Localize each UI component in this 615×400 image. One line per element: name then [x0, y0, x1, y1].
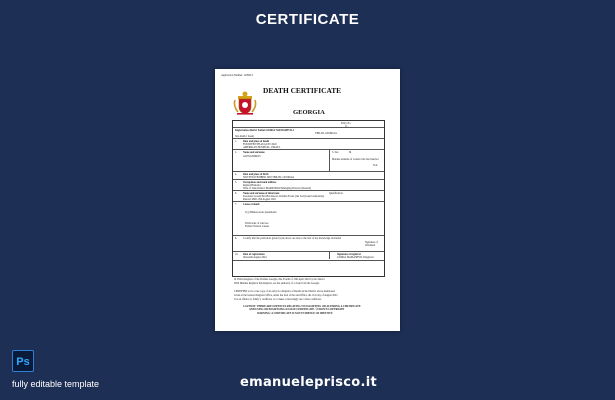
row-value: II Disorder of Glucose [245, 222, 269, 225]
row-number: 6. [235, 192, 237, 195]
photoshop-icon: Ps [12, 350, 34, 372]
website-link[interactable]: emanueleprisco.it [240, 375, 377, 390]
row-value: GIORGI MAMASHVILI Registrar [337, 256, 374, 259]
template-caption: fully editable template [12, 379, 100, 389]
footer-line: CERTIFIED to be a true copy of an entry in a Register of Deaths in the District above mentioned. [234, 290, 336, 293]
row-number: 1. [235, 140, 237, 143]
row-value: Kostianie Leonid Petr Hus Reaon, Dolidze Foster (the Son) Isaeni Aristadonty [243, 195, 325, 198]
row-value: ALEXANDROV [243, 155, 262, 158]
caution-line: CAUTION: THERE ARE OFFENCES RELATING TO FALSIFYING OR ALTERING A CERTIFICATE [243, 305, 361, 308]
row-value: Retired Husband [243, 184, 261, 187]
document-title: DEATH CERTIFICATE [263, 86, 342, 95]
row-value: Signature of registrar [337, 253, 361, 256]
application-number: Application Number: 1029013 [221, 74, 253, 77]
row-label: Sixteenth August 2022 [243, 256, 267, 259]
row-value: FOURTEENTH AUGUST 2022 [243, 143, 277, 146]
row-label: I certify that the particulars given by me above are true to the best of my knowledge and belief [243, 237, 342, 240]
row-value: Signature of informant [365, 241, 378, 247]
row-number: 10. [235, 253, 239, 256]
row-label: Occupation and usual address [243, 181, 277, 184]
row-label: Cause of death [243, 203, 260, 206]
row-number: 2. [235, 151, 237, 154]
row-number: 8. [235, 237, 237, 240]
footer-line: In Tbilisi Register of the Dolidze Georgia, this Fourth of 13th April 2022 by me district [234, 278, 325, 281]
row-value: Further Natural Causes [245, 225, 270, 228]
row-number: 5. [235, 181, 237, 184]
page-heading: CERTIFICATE [255, 11, 360, 28]
row-label: Name and surname of informant [243, 192, 280, 195]
row-value: AMERIKAN HOSPITAL, ISRAEL [243, 146, 281, 149]
row-value: Rustavi Milli 13th August 2022 [243, 198, 276, 201]
row-number: 4. [235, 173, 237, 176]
row-label: Date and place of birth [243, 173, 269, 176]
row-value: Qualification [329, 192, 343, 195]
sub-district: Sub-district Isaeni [235, 135, 254, 138]
row-number: 7. [235, 203, 237, 206]
caution-line: AND USING OR POSSESSING A FALSE CERTIFICATE. ©CROWN COPYRIGHT [249, 308, 345, 311]
maiden-value: N/A [373, 164, 378, 167]
sex-value: M [349, 151, 352, 154]
maiden-label: Maiden surname of woman who has married [332, 158, 379, 161]
entry-no-label: Entry No. [341, 122, 352, 125]
certificate-form [232, 120, 385, 277]
footer-line: It is an offence to falsify a certificate or to make or knowingly use a false certificate. [234, 298, 322, 301]
registration-district: Registration district Kabul GIORGI MAMASHVILI [235, 129, 294, 132]
row-value: I (a) Hidden Acute pneumonia [245, 211, 277, 214]
footer-line: With Dharma Registrar this Register, are the authority of a clean from the Georgia [234, 282, 320, 285]
row-value: Wife of Vake District MARKSBAD Managing Director (Retired) [243, 187, 311, 190]
registration-city: TBILISI, GEORGIA [315, 132, 337, 135]
country-name: GEORGIA [293, 109, 325, 116]
warning-line: WARNING: A CERTIFICATE IS NOT EVIDENCE OF IDENTITY. [257, 312, 334, 315]
row-label: Date of registration [243, 253, 265, 256]
row-value: SIXTH NOVEMBER 1963 TBILISI, GEORGIA [243, 176, 295, 179]
entry-no-value: 11 [345, 125, 348, 128]
certificate-document [215, 69, 400, 331]
row-label: Name and surname [243, 151, 265, 154]
coat-of-arms-icon [232, 90, 258, 116]
footer-line: Given at the General Register Office, under the Seal of the said Office, the 11th day of August 2022 [234, 294, 338, 297]
sex-label: 3. Sex [332, 151, 339, 154]
row-label: Date and place of death [243, 140, 270, 143]
